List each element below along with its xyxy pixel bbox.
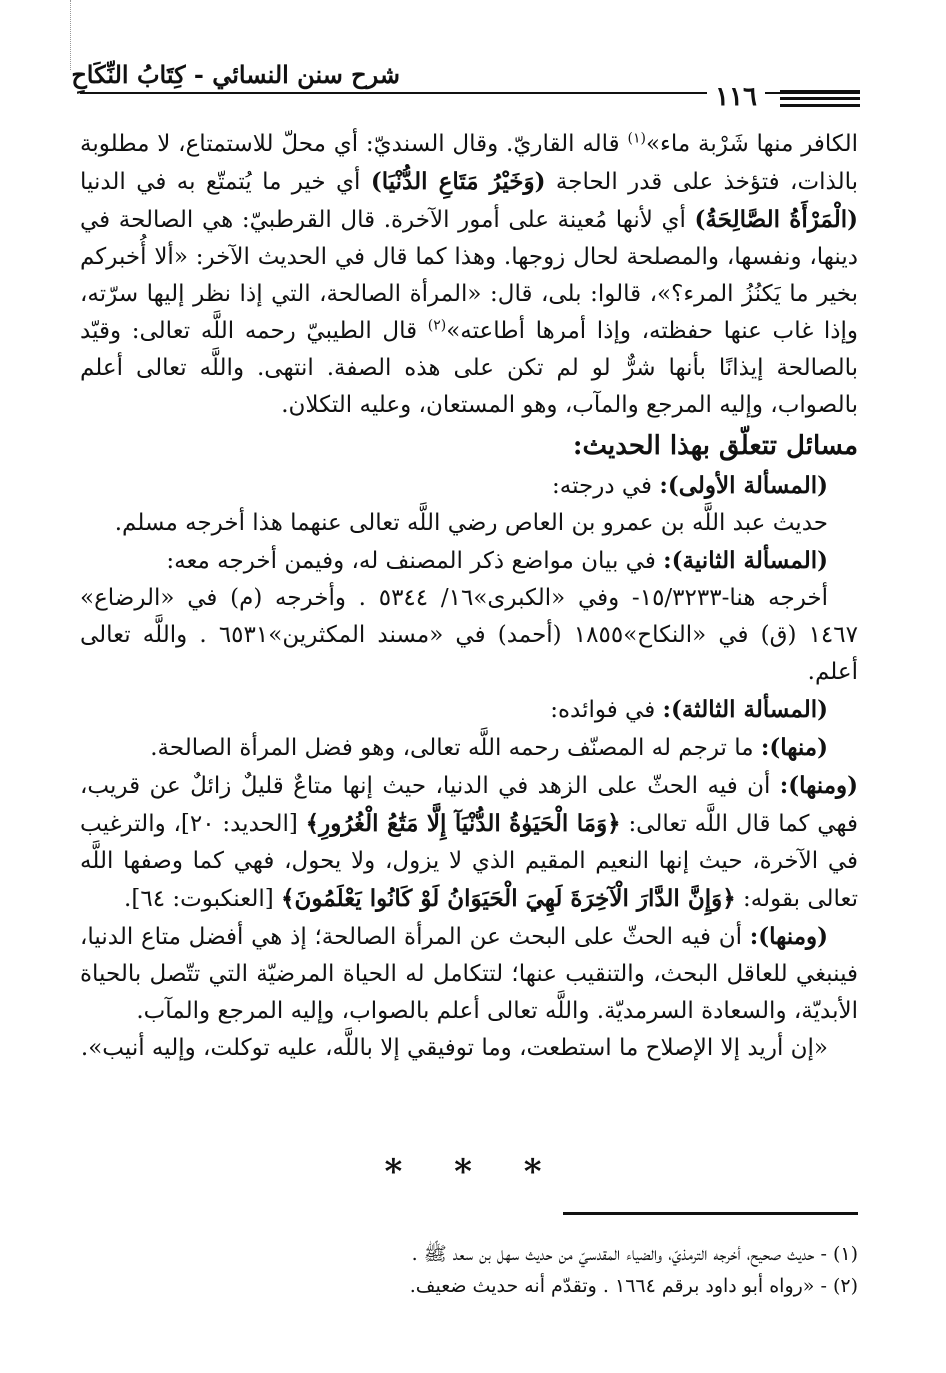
issue-1-text: حديث عبد اللَّه بن عمرو بن العاص رضي اللَّه تعالى عنهما هذا أخرجه مسلم. bbox=[114, 510, 828, 536]
paragraph-commentary: الكافر منها شَرْبة ماء»$^{(١)}$ قاله القاريّ. وقال السنديّ: أي محلّ للاستمتاع، لا مطلوبة بالذات، فتؤخذ على قدر الحاجة (وَخَيْرُ مَتَاعِ الدُّنْيَا) أي خير ما يُتمتّع به في الدنيا (الْمَرْأَةُ الصَّالِحَةُ) أي لأنها مُعينة على أمور الآخرة. قال القرطبيّ: هي الصالحة في دينها، ونفسها، والمصلحة لحال زوجها. وهذا كما قال في الحديث الآخر: «ألا أُخبركم بخير ما يَكنُزُ المرء؟»، قالوا: بلى، قال: «المرأة الصالحة، التي إذا نظر إليها سرّته، وإذا غاب عنها حفظته، وإذا أمرها أطاعته»$^{(٢)}$ قال الطيبيّ رحمه اللَّه تعالى: وقيّد بالصالحة إيذانًا بأنها شرٌّ لو لم تكن على هذه الصفة. انتهى. واللَّه تعالى أعلم بالصواب، وإليه المرجع والمآب، وهو المستعان، وعليه التكلان. bbox=[80, 130, 859, 418]
closing-quote: «إن أريد إلا الإصلاح ما استطعت، وما توفيقي إلا باللَّه، عليه توكلت، وإليه أنيب». bbox=[80, 1035, 828, 1061]
quran-verse: ﴿وَإِنَّ الدَّارَ الْآخِرَةَ لَهِيَ الْحَيَوَانُ لَوْ كَانُوا يَعْلَمُونَ﴾ bbox=[281, 885, 736, 912]
running-title: شرح سنن النسائي - كِتَابُ النِّكَاحِ bbox=[71, 60, 400, 89]
verse-reference: [العنكبوت: ٦٤]. bbox=[124, 886, 274, 912]
footnote-2: (٢) - «رواه أبو داود برقم ١٦٦٤ . وتقدّم أنه حديث ضعيف. bbox=[409, 1275, 858, 1297]
quran-verse: ﴿وَمَا الْحَيَوٰةُ الدُّنْيَآ إِلَّا مَتَٰعُ الْغُرُورِ﴾ bbox=[305, 810, 621, 837]
benefit-3: (ومنها): أن فيه الحثّ على البحث عن المرأة الصالحة؛ إذ هي أفضل متاع الدنيا، فينبغي للعاقل البحث، والتنقيب عنها؛ لتتكامل له الحياة المرضيّة التي تتّصل بالحياة الأبديّة، والسعادة السرمديّة. واللَّه تعالى أعلم بالصواب، وإليه المرجع والمآب. bbox=[80, 923, 858, 1024]
issue-2-heading: (المسألة الثانية): في بيان مواضع ذكر المصنف له، وفيمن أخرجه معه: bbox=[166, 547, 828, 574]
section-heading: مسائل تتعلّق بهذا الحديث: bbox=[572, 431, 858, 461]
benefit-1: (منها): ما ترجم له المصنّف رحمه اللَّه تعالى، وهو فضل المرأة الصالحة. bbox=[150, 734, 828, 761]
header-ornament-bars bbox=[780, 90, 860, 111]
benefit-2: (ومنها): أن فيه الحثّ على الزهد في الدنيا، حيث إنها متاعٌ قليلٌ زائلٌ عن قريب، فهي كما قال اللَّه تعالى: ﴿وَمَا الْحَيَوٰةُ الدُّنْيَآ إِلَّا مَتَٰعُ الْغُرُورِ﴾ [الحديد: ٢٠]، والترغيب في الآخرة، حيث إنها النعيم المقيم الذي لا يزول، ولا يحول، فهي كما وصفها اللَّه تعالى بقوله: ﴿وَإِنَّ الدَّارَ الْآخِرَةَ لَهِيَ الْحَيَوَانُ لَوْ كَانُوا يَعْلَمُونَ﴾ [العنكبوت: ٦٤]. bbox=[80, 772, 858, 912]
issue-2-text: أخرجه هنا-١٥/٣٢٣٣- وفي «الكبرى»١٦/ ٥٣٤٤ . وأخرجه (م) في «الرضاع» ١٤٦٧ (ق) في «النكاح»١٨٥٥ (أحمد) في «مسند المكثرين»٦٥٣١ . واللَّه تعالى أعلم. bbox=[80, 585, 858, 685]
quoted-hadith-phrase: (الْمَرْأَةُ الصَّالِحَةُ) bbox=[694, 206, 858, 233]
verse-reference: [الحديد: ٢٠]، bbox=[173, 811, 298, 837]
issue-1-heading: (المسألة الأولى): في درجته: bbox=[551, 472, 828, 499]
footnote-rule bbox=[563, 1212, 858, 1215]
footnote-ref-2[interactable]: (٢) bbox=[427, 317, 447, 334]
footnotes bbox=[80, 1238, 858, 1302]
footnote-1: (١) - حديث صحيح، أخرجه الترمذيّ، والضياء المقدسيّ من حديث سهل بن سعد ﷺ . bbox=[411, 1243, 858, 1265]
main-text bbox=[80, 126, 858, 1067]
page-number: ١١٦ bbox=[707, 82, 765, 112]
page-header bbox=[71, 60, 860, 112]
footnote-ref-1[interactable]: (١) bbox=[627, 130, 646, 147]
section-separator-stars: * * * bbox=[384, 1152, 562, 1192]
issue-3-heading: (المسألة الثالثة): في فوائده: bbox=[550, 696, 828, 723]
quoted-hadith-phrase: (وَخَيْرُ مَتَاعِ الدُّنْيَا) bbox=[370, 168, 546, 195]
